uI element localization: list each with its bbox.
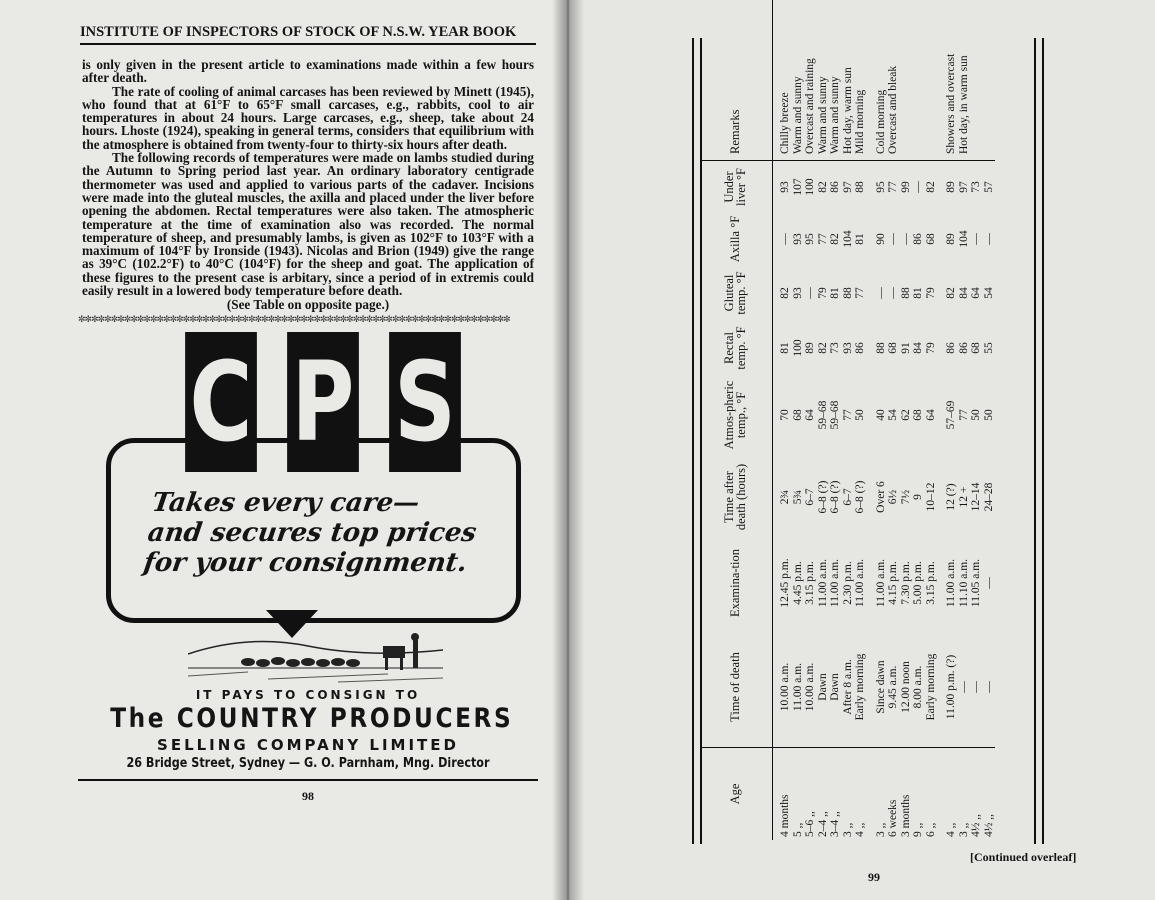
table-cell: Hot day, warm sun [842,0,855,161]
table-cell: — [874,287,887,299]
table-cell: 64 [970,287,982,299]
table-cell: 50 [982,409,995,421]
table-cell: 81 [779,342,791,354]
table-cell: 89 [945,181,957,193]
table-cell: Warm and sunny [829,0,842,161]
table-cell: 82 [816,181,829,193]
table-cell: 6–7 [841,488,854,506]
table-cell: 100 [804,178,816,196]
row-spacer [867,0,875,840]
table-cell: 93 [791,287,804,299]
table-cell: 59–68 [829,400,841,430]
table-cell: 70 [779,409,791,421]
table-cell: 4 months [773,748,792,841]
table-cell: 11.00 a.m. [945,558,957,608]
table-cell: 5 ,, [792,748,805,841]
table-cell: 62 [899,409,912,421]
table-row [804,0,817,840]
table-cell: 11.00 a.m. [829,558,841,608]
table-cell: 2¾ [779,489,791,505]
table-cell: 12–14 [970,482,982,512]
table-cell: 6 weeks [887,748,900,841]
table-row [900,0,913,840]
table-cell [925,0,938,161]
table-cell: 86 [912,233,924,245]
table-cell: Mild morning [854,0,867,161]
table-cell: 88 [874,342,887,354]
table-cell: 68 [924,233,937,245]
table-cell: 68 [912,409,924,421]
table-cell: — [982,681,995,693]
left-page [0,0,572,900]
table-row [773,0,792,840]
table-cell: 57–69 [945,400,957,430]
table-cell: 11.00 a.m. [874,558,887,608]
table-cell: 86 [945,342,957,354]
running-head: INSTITUTE OF INSPECTORS OF STOCK OF N.S.W. YEAR BOOK [80,24,517,40]
table-cell: 50 [970,409,982,421]
column-header: Time after death (hours) [702,455,773,539]
table-cell: 82 [924,181,937,193]
table-cell: 97 [957,181,970,193]
table-cell: 9.45 a.m. [887,665,899,709]
column-header: Atmos-pheric temp., °F [702,375,773,455]
table-cell: 4 ,, [945,748,958,841]
table-cell: 104 [957,230,970,248]
paragraph: The following records of temperatures were made on lambs studied during the Autumn to Spring period last year. An ordinary laboratory centigrade thermometer was used and applied to various parts of the cadaver. Incisions were made into the gluteal muscles, the axilla and placed under the liver before opening the abdomen. Rectal temperatures were also taken. The atmospheric temperature at the time of examination also was recorded. The normal temperature of sheep, and presumably lambs, is given as 102°F to 103°F with a maximum of 104°F by Ironside (1943). Nicolas and Brion (1949) give the range as 39°C (102.2°F) to 40°C (104°F) for the sheep and goat. The application of these figures to the present case is arbitary, since a period of in extremis could easily result in a lowered body temperature before death. [82,150,534,299]
table-cell: Overcast and raining [804,0,817,161]
table-cell: 3 months [900,748,913,841]
table-cell: 77 [841,409,854,421]
table-cell: 24–28 [982,482,995,512]
table-cell: 81 [912,287,924,299]
table-cell: Dawn [816,673,829,701]
temperature-table [702,0,995,840]
divider [78,779,538,781]
table-cell: — [779,233,791,245]
slogan-line: and secures top prices [145,517,479,548]
left-page-content [78,58,538,804]
table-cell: 79 [924,287,937,299]
table-cell: Early morning [924,653,937,721]
table-cell: 3 ,, [875,748,888,841]
table-cell: 73 [829,342,841,354]
table-cell: 12 (?) [945,483,957,511]
table-cell: 86 [854,342,866,354]
cps-logo: C P S [173,332,473,472]
table-cell: 89 [804,342,816,354]
table-cell: 11.10 a.m. [957,558,970,608]
column-header: Remarks [702,0,773,161]
table-cell: Since dawn [874,660,887,714]
table-cell: 3 ,, [842,748,855,841]
table-cell: 59–68 [816,400,829,430]
right-page [572,0,1155,900]
table-cell: 55 [982,342,995,354]
table-cell: 82 [779,287,791,299]
table-cell: 6–8 (?) [829,480,841,514]
table-row [945,0,958,840]
table-cell: 77 [957,409,970,421]
column-header: Axilla °F [702,213,773,265]
table-cell: 4½ ,, [983,748,996,841]
table-cell: 88 [899,287,912,299]
page-number: 98 [302,788,314,803]
table-cell: 6½ [887,489,899,505]
table-cell: 4.15 p.m. [887,561,899,605]
column-header: Gluteal temp. °F [702,265,773,321]
column-header: Age [702,748,773,841]
table-cell: — [887,287,899,299]
table-cell: 82 [945,287,957,299]
ad-company-name: The COUNTRY PRODUCERS [110,702,514,734]
table-cell: 6–7 [804,488,816,506]
table-cell: 84 [912,342,924,354]
table-row [983,0,996,840]
table-cell [912,0,925,161]
table-cell: 64 [924,409,937,421]
table-cell: 81 [854,233,866,245]
table-cell: 100 [791,339,804,357]
table-cell: 3 ,, [958,748,971,841]
continued-note: [Continued overleaf] [970,850,1077,864]
paragraph: is only given in the present article to examinations made within a few hours after death. [82,57,534,86]
table-cell: 5¾ [791,489,804,505]
table-cell: 6–8 (?) [854,480,866,514]
table-cell: — [912,181,924,193]
table-cell: 68 [887,342,899,354]
table-cell: Early morning [854,653,866,721]
table-cell: 68 [791,409,804,421]
table-cell: 64 [804,409,816,421]
table-cell: 10.00 a.m. [779,662,791,712]
table-cell: 40 [874,409,887,421]
table-cell: — [982,577,995,589]
table-cell: 7½ [899,489,912,505]
table-cell: 5–6 ,, [804,748,817,841]
column-header: Time of death [702,627,773,748]
table-cell: 95 [804,233,816,245]
table-cell [970,0,983,161]
ad-address: 26 Bridge Street, Sydney — G. O. Parnham, Mng. Director [126,755,490,771]
table-row [912,0,925,840]
ornamental-border: ✼✼✼✼✼✼✼✼✼✼✼✼✼✼✼✼✼✼✼✼✼✼✼✼✼✼✼✼✼✼✼✼✼✼✼✼✼✼✼✼✼✼✼✼✼✼✼✼✼✼✼✼✼✼✼✼✼✼✼✼✼✼✼✼✼✼ [78,314,510,324]
table-cell: 93 [779,181,791,193]
book-gutter [552,0,584,900]
table-cell: 5.00 p.m. [912,561,924,605]
table-cell: 97 [841,181,854,193]
table-cell: — [887,233,899,245]
table-cell: 6 ,, [925,748,938,841]
table-cell: Warm and sunny [817,0,830,161]
table-cell: 79 [816,287,829,299]
table-cell: 8.00 a.m. [912,665,924,709]
running-head-rule [80,24,536,45]
table-cell: 12.45 p.m. [779,558,791,608]
table-cell: 11.00 a.m. [854,558,866,608]
table-cell: — [804,287,816,299]
table-cell: — [982,233,995,245]
table-cell: Hot day, in warm sun [958,0,971,161]
slogan-line: Takes every care— [150,487,422,518]
row-spacer [937,0,945,840]
table-cell [983,0,996,161]
table-cell: 50 [854,409,866,421]
table-cell: 11.00 a.m. [791,662,804,712]
table-cell: 9 ,, [912,748,925,841]
table-cell: 77 [816,233,829,245]
table-cell: 54 [982,287,995,299]
table-row [970,0,983,840]
table-cell: 77 [854,287,866,299]
table-cell: 12.00 noon [899,661,912,713]
table-cell: 104 [841,230,854,248]
table-cell: 6–8 (?) [816,480,829,514]
table-cell: 7.30 p.m. [899,561,912,605]
table-cell: Cold morning [875,0,888,161]
table-row [925,0,938,840]
table-border-top [692,38,702,844]
table-row [854,0,867,840]
table-cell: 86 [957,342,970,354]
table-cell: 4.45 p.m. [791,561,804,605]
table-row [817,0,830,840]
table-cell: 10–12 [924,482,937,512]
article-text [82,58,534,312]
table-cell: Chilly breeze [773,0,792,161]
table-cell: 81 [829,287,841,299]
column-header: Examina-tion [702,539,773,627]
column-header: Rectal temp. °F [702,321,773,375]
table-cell: 86 [829,181,841,193]
table-cell: 4½ ,, [970,748,983,841]
column-header: Under liver °F [702,161,773,214]
table-cell: 88 [854,181,866,193]
table-cell: 91 [899,342,912,354]
table-cell: 90 [874,233,887,245]
table-cell: — [899,233,912,245]
table-row [887,0,900,840]
table-cell: — [957,681,970,693]
table-cell: 73 [970,181,982,193]
table-cell: — [970,233,982,245]
table-cell: 95 [874,181,887,193]
table-cell: 88 [841,287,854,299]
table-cell: 3.15 p.m. [804,561,816,605]
rotated-table-container [702,40,1034,840]
table-cell: After 8 a.m. [841,659,854,715]
table-cell: 2.30 p.m. [841,561,854,605]
table-cell: Warm and sunny [792,0,805,161]
table-cell [900,0,913,161]
table-cell: 11.00 p.m. (?) [945,654,957,720]
table-cell: 10.00 a.m. [804,662,816,712]
table-row [842,0,855,840]
table-cell: 77 [887,181,899,193]
table-cell: 12 + [957,486,970,508]
table-cell: 89 [945,233,957,245]
table-cell: 3.15 p.m. [924,561,937,605]
table-cell: 11.00 a.m. [816,558,829,608]
table-cell: Showers and overcast [945,0,958,161]
table-row [792,0,805,840]
page-number: 99 [868,870,880,884]
table-cell: 11.05 a.m. [970,558,982,608]
ad-slogan [142,488,505,578]
cps-advertisement [78,328,538,783]
table-cell: 54 [887,409,899,421]
table-row [829,0,842,840]
table-cell: 68 [970,342,982,354]
table-cell: Dawn [829,673,841,701]
table-cell: 82 [816,342,829,354]
slogan-line: for your consignment. [141,547,469,578]
table-cell: 93 [791,233,804,245]
table-cell: 57 [982,181,995,193]
paragraph: The rate of cooling of animal carcases has been reviewed by Minett (1945), who found that at 61°F to 65°F small carcases, e.g., rabbits, cool to air temperatures in about 24 hours. Large carcases, e.g., sheep, take about 24 hours. Lhoste (1924), speaking in general terms, considers that equilibrium with the atmosphere is obtained from twenty-four to thirty-six hours after death. [82,83,534,152]
table-cell: 79 [924,342,937,354]
ad-company-subtitle: SELLING COMPANY LIMITED [157,735,459,754]
farm-scene-illustration [188,624,443,684]
table-cell: 9 [912,494,924,500]
table-cell: — [970,681,982,693]
table-cell: 3–4 ,, [829,748,842,841]
table-cell: 2–4 ,, [817,748,830,841]
table-row [958,0,971,840]
table-cell: 82 [829,233,841,245]
table-cell: 107 [791,178,804,196]
table-cell: 99 [899,181,912,193]
table-cell: 84 [957,287,970,299]
table-cell: Over 6 [874,481,887,513]
table-row [875,0,888,840]
table-cell: 93 [841,342,854,354]
see-table-note: (See Table on opposite page.) [226,297,390,313]
table-cell: Overcast and bleak [887,0,900,161]
table-cell: 4 ,, [854,748,867,841]
ad-line-consign: IT PAYS TO CONSIGN TO [195,687,421,702]
table-border-bottom [1034,38,1044,844]
